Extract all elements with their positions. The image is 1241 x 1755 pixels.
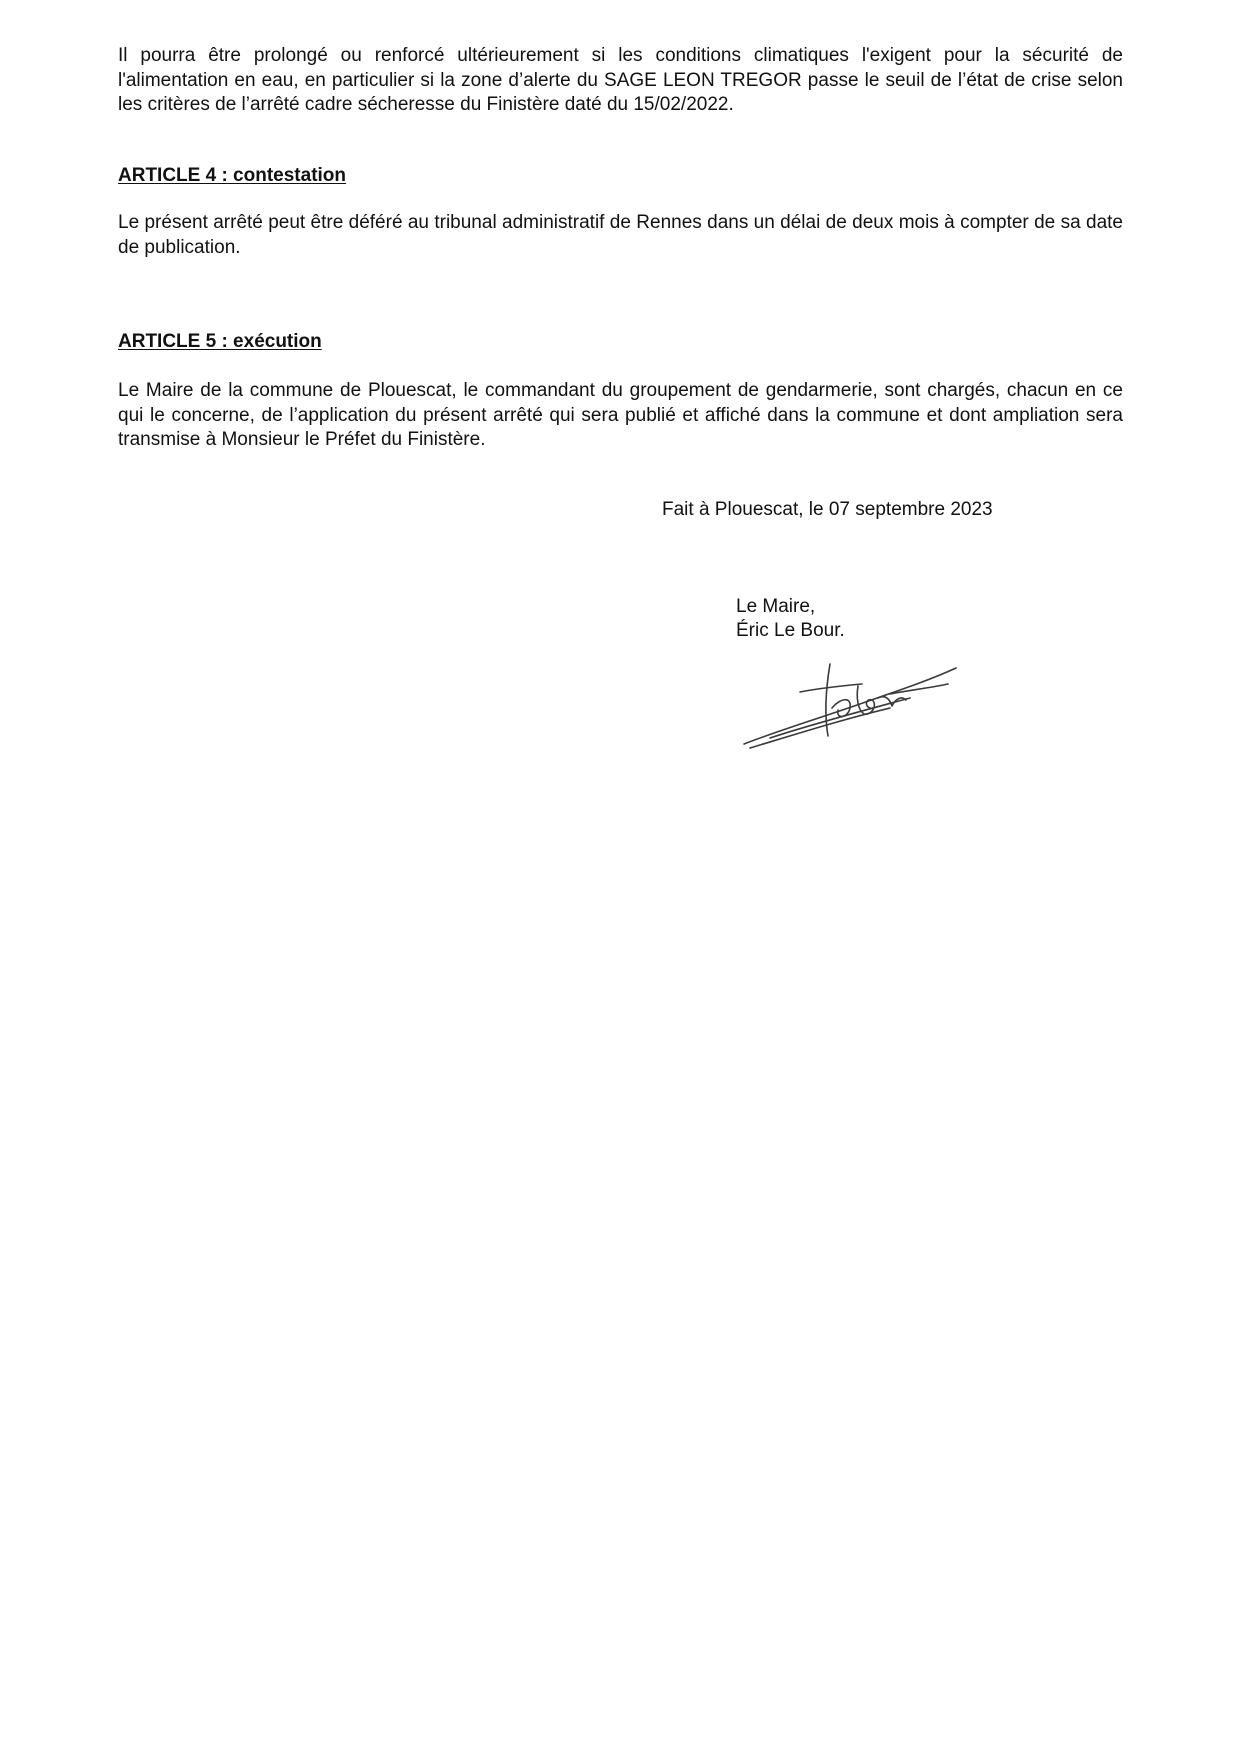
handwritten-signature-icon: [740, 658, 970, 758]
article3-continuation: Il pourra être prolongé ou renforcé ultérieurement si les conditions climatiques l'exigent pour la sécurité de l'alimentation en eau, en particulier si la zone d’alerte du SAGE LEON TREGOR passe le seuil de l’état de crise selon les critères de l’arrêté cadre sécheresse du Finistère daté du 15/02/2022.: [118, 45, 1123, 115]
article5-heading: ARTICLE 5 : exécution: [118, 331, 322, 352]
article4-body: Le présent arrêté peut être déféré au tribunal administratif de Rennes dans un délai de deux mois à compter de sa date de publication.: [118, 212, 1123, 258]
place-and-date: Fait à Plouescat, le 07 septembre 2023: [662, 499, 993, 520]
signatory-title: Le Maire,: [736, 596, 816, 617]
signatory-name: Éric Le Bour.: [736, 620, 845, 641]
article5-body: Le Maire de la commune de Plouescat, le commandant du groupement de gendarmerie, sont chargés, chacun en ce qui le concerne, de l’application du présent arrêté qui sera publié et affiché dans la commune et dont ampliation sera transmise à Monsieur le Préfet du Finistère.: [118, 380, 1123, 450]
article4-heading: ARTICLE 4 : contestation: [118, 165, 347, 186]
